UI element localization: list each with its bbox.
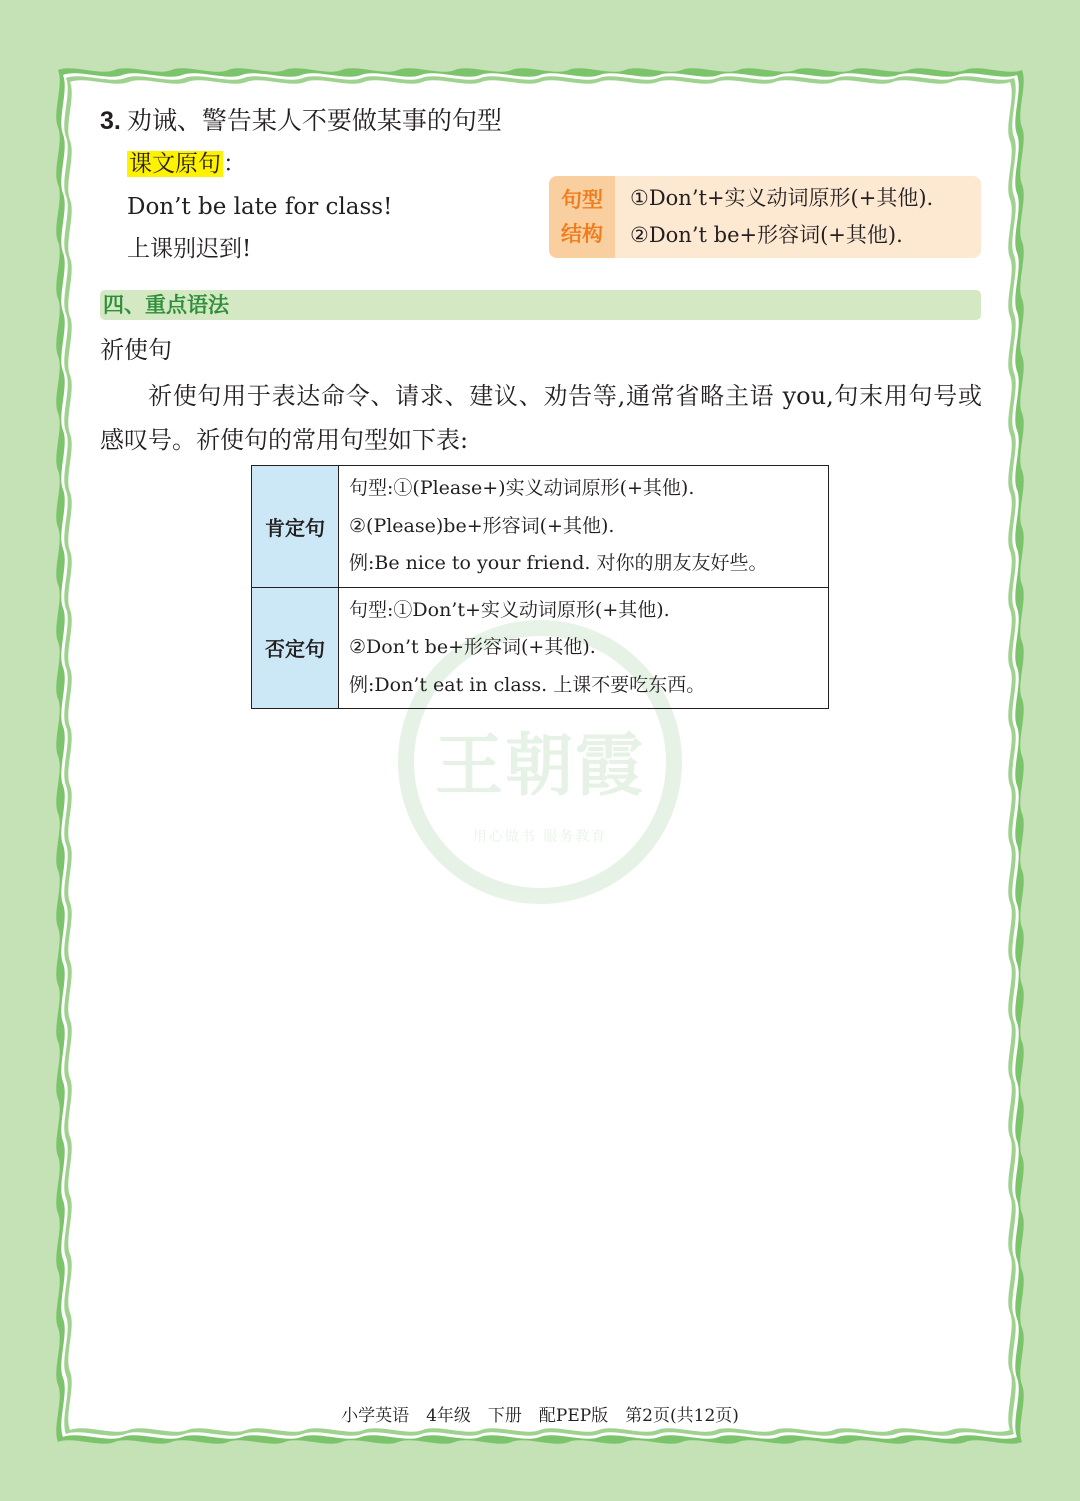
pattern-line-2: ②Don’t be+形容词(+其他). xyxy=(630,223,903,247)
source-sentence-label xyxy=(127,148,246,180)
pattern-lines xyxy=(630,180,933,254)
watermark-slogan: 用心做书 服务教育 xyxy=(472,829,608,845)
row-content xyxy=(339,587,829,709)
page-footer: 小学英语 4年级 下册 配PEP版 第2页(共12页) xyxy=(341,1406,739,1426)
table-line: 句型:①(Please+)实义动词原形(+其他). xyxy=(349,477,695,499)
row-label-affirmative: 肯定句 xyxy=(252,466,339,588)
highlighted-label: 课文原句 xyxy=(129,151,221,177)
row-content xyxy=(339,466,829,588)
section-heading-bar: 四、重点语法 xyxy=(100,290,981,320)
subheading: 祈使句 xyxy=(100,336,172,364)
table-line: 句型:①Don’t+实义动词原形(+其他). xyxy=(349,598,670,621)
table-line: 例:Be nice to your friend. 对你的朋友友好些。 xyxy=(349,552,768,574)
table-line: 例:Don’t eat in class. 上课不要吃东西。 xyxy=(349,673,706,696)
table-line: ②(Please)be+形容词(+其他). xyxy=(349,514,615,537)
pattern-tag-line-2: 结构 xyxy=(561,222,603,246)
pattern-tag-line-1: 句型 xyxy=(561,188,603,212)
point-number: 3. xyxy=(100,107,121,135)
intro-paragraph: 祈使句用于表达命令、请求、建议、劝告等,通常省略主语 you,句末用句号或感叹号。祈使句的常用句型如下表: xyxy=(100,382,982,454)
example-english: Don’t be late for class! xyxy=(127,194,393,220)
label-colon: ： xyxy=(223,151,246,177)
table-line: ②Don’t be+形容词(+其他). xyxy=(349,636,596,658)
table-row xyxy=(252,587,829,709)
pattern-structure-box xyxy=(549,176,981,258)
table-row xyxy=(252,466,829,588)
example-chinese: 上课别迟到! xyxy=(127,236,252,262)
pattern-tag xyxy=(549,176,615,258)
pattern-line-1: ①Don’t+实义动词原形(+其他). xyxy=(630,186,934,210)
watermark-name: 王朝霞 xyxy=(434,726,645,806)
row-label-negative: 否定句 xyxy=(252,587,339,709)
point-title-text: 劝诫、警告某人不要做某事的句型 xyxy=(126,106,502,135)
point-3-title xyxy=(100,104,502,138)
imperative-table xyxy=(251,465,829,709)
